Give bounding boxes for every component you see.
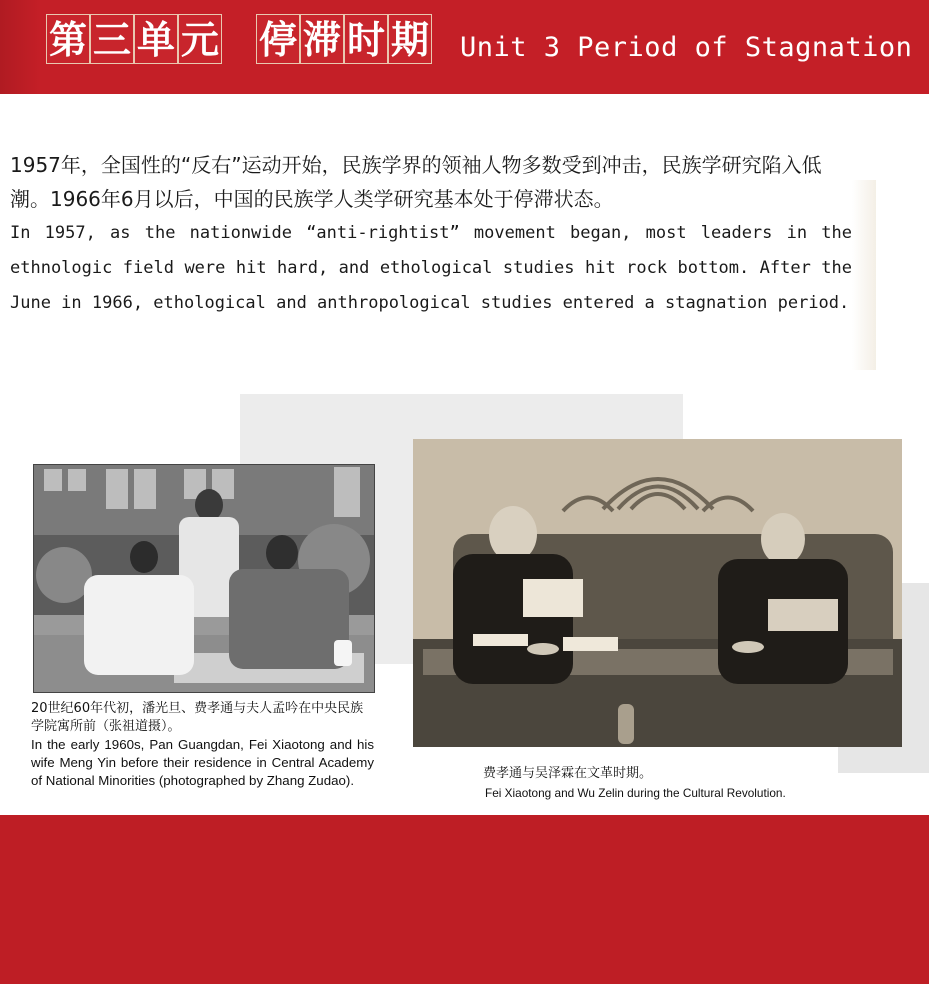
title-glyph: 停 [256,14,300,64]
intro-paragraph-en: In 1957, as the nationwide “anti-rightist” movement began, most leaders in the ethnologic field were hit hard, and ethological studies hit rock bottom. After the June in 1966, ethological and anthropological studies entered a stagnation period. [10,223,852,313]
photo-fei-wu-image [413,439,902,747]
photo-caption-2 [483,762,786,800]
photo-pan-fei-meng-image [34,465,375,693]
title-glyph: 第 [46,14,90,64]
caption-1-en: In the early 1960s, Pan Guangdan, Fei Xiaotong and his wife Meng Yin before their residence in Central Academy of National Minorities (photographed by Zhang Zudao). [31,737,374,788]
caption-1-cn: 20世纪60年代初，潘光旦、费孝通与夫人孟吟在中央民族学院寓所前（张祖道摄）。 [31,701,364,734]
intro-paragraph-cn: 1957年，全国性的“反右”运动开始，民族学界的领袖人物多数受到冲击，民族学研究陷入低潮。1966年6月以后，中国的民族学人类学研究基本处于停滞状态。 [10,153,822,211]
intro-text [10,148,852,321]
unit-title-cn-part1 [46,14,222,66]
title-glyph: 三 [90,14,134,64]
title-glyph: 时 [344,14,388,64]
banner-shade [0,0,40,94]
title-glyph: 期 [388,14,432,64]
footer-banner [0,815,929,984]
header-banner [0,0,929,94]
title-glyph: 滞 [300,14,344,64]
photo-caption-1 [31,700,374,790]
caption-2-cn: 费孝通与吴泽霖在文革时期。 [483,766,653,781]
photo-fei-wu [413,439,902,747]
photo-pan-fei-meng [33,464,375,693]
decorative-fade [852,180,876,370]
unit-title-cn-part2 [256,14,432,66]
unit-title-en: Unit 3 Period of Stagnation [460,32,913,63]
caption-2-en: Fei Xiaotong and Wu Zelin during the Cultural Revolution. [485,786,786,800]
title-glyph: 元 [178,14,222,64]
title-glyph: 单 [134,14,178,64]
